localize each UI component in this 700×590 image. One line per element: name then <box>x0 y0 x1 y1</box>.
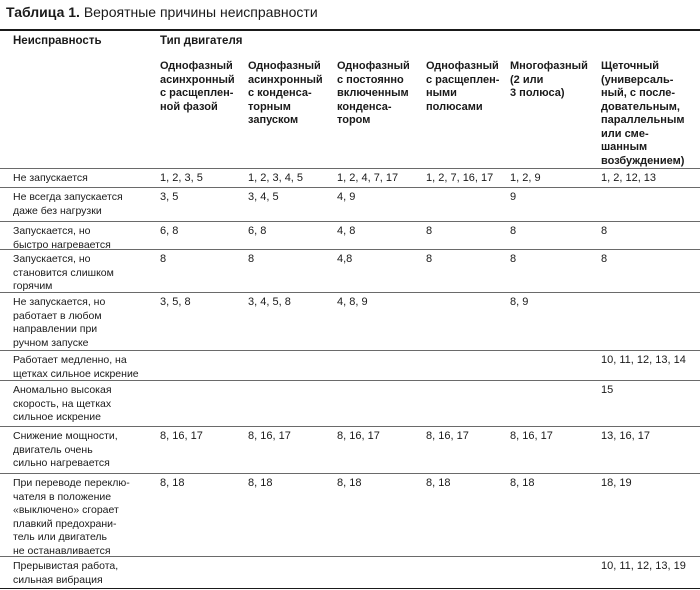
column-header-line: асинхронный <box>248 73 323 86</box>
column-header-line: с конденса- <box>248 87 312 99</box>
column-header-line: Однофазный <box>426 60 499 72</box>
fault-line: «выключено» сгорает <box>13 504 119 516</box>
fault-line: Работает медленно, на <box>13 354 127 366</box>
column-header-line: торным <box>248 100 291 113</box>
cause-codes-c2: 1, 2, 3, 4, 5 <box>248 172 304 184</box>
table-row <box>0 556 700 589</box>
column-header-c2 <box>248 60 323 128</box>
cause-codes-c2: 6, 8 <box>248 225 267 237</box>
fault-line: двигатель очень <box>13 443 93 456</box>
column-header-line: (универсаль- <box>601 73 674 86</box>
column-header-c1 <box>160 60 235 114</box>
fault-description <box>13 384 155 425</box>
table-row <box>0 292 700 351</box>
column-header-line: с расщеплен- <box>426 73 500 86</box>
fault-line: тель или двигатель <box>13 531 108 543</box>
cause-codes-c4: 8, 18 <box>426 477 451 489</box>
cause-codes-c2: 8, 18 <box>248 477 273 489</box>
engine-type-header: Тип двигателя <box>160 35 243 47</box>
column-header-line: Однофазный <box>337 60 410 72</box>
cause-codes-c2: 8, 16, 17 <box>248 430 291 442</box>
fault-line: не останавливается <box>13 544 111 557</box>
column-header-line: шанным <box>601 141 648 153</box>
fault-description <box>13 430 155 471</box>
cause-codes-c5: 9 <box>510 191 517 203</box>
fault-description <box>13 560 155 587</box>
fault-line: работает в любом <box>13 309 102 322</box>
column-header-line: с постоянно <box>337 73 404 86</box>
cause-codes-c6: 10, 11, 12, 13, 19 <box>601 560 686 572</box>
fault-line: Запускается, но <box>13 225 91 237</box>
cause-codes-c4: 1, 2, 7, 16, 17 <box>426 172 494 184</box>
table-bottom-rule <box>0 588 700 589</box>
column-header-line: с расщеплен- <box>160 87 234 99</box>
cause-codes-c6: 10, 11, 12, 13, 14 <box>601 354 686 366</box>
fault-line: направлении при <box>13 323 98 335</box>
fault-description <box>13 253 155 294</box>
cause-codes-c4: 8 <box>426 225 433 237</box>
column-header-line: Многофазный <box>510 60 588 72</box>
fault-line: плавкий предохрани- <box>13 517 117 530</box>
fault-line: скорость, на щетках <box>13 397 112 410</box>
fault-line: сильная вибрация <box>13 573 103 586</box>
table-top-rule <box>0 29 700 31</box>
column-header-line: Однофазный <box>160 60 233 72</box>
cause-codes-c6: 13, 16, 17 <box>601 430 650 442</box>
cause-codes-c5: 8, 18 <box>510 477 535 489</box>
table-caption <box>6 4 318 20</box>
table-row <box>0 221 700 250</box>
table-row <box>0 350 700 381</box>
cause-codes-c1: 8 <box>160 253 167 265</box>
cause-codes-c3: 1, 2, 4, 7, 17 <box>337 172 399 184</box>
cause-codes-c5: 8 <box>510 253 517 265</box>
cause-codes-c2: 3, 4, 5, 8 <box>248 296 291 308</box>
table-row <box>0 380 700 427</box>
cause-codes-c1: 3, 5 <box>160 191 179 203</box>
column-header-line: довательным, <box>601 100 680 113</box>
fault-column-header: Неисправность <box>13 35 102 47</box>
fault-line: При переводе переклю- <box>13 477 130 489</box>
cause-codes-c1: 3, 5, 8 <box>160 296 191 308</box>
cause-codes-c5: 8 <box>510 225 517 237</box>
fault-line: сильно нагревается <box>13 457 110 469</box>
cause-codes-c5: 8, 9 <box>510 296 529 308</box>
fault-line: чателя в положение <box>13 490 112 503</box>
fault-description <box>13 354 155 381</box>
fault-description <box>13 172 155 186</box>
fault-description <box>13 477 155 558</box>
fault-line: становится слишком <box>13 266 114 279</box>
cause-codes-c6: 1, 2, 12, 13 <box>601 172 657 184</box>
column-header-line: ный, с после- <box>601 87 676 99</box>
column-header-line: параллельным <box>601 114 685 126</box>
fault-line: ручном запуске <box>13 336 89 349</box>
column-header-line: конденса- <box>337 100 392 113</box>
table-number: Таблица 1. <box>6 4 80 20</box>
table-row <box>0 168 700 188</box>
cause-codes-c6: 15 <box>601 384 614 396</box>
column-header-line: или сме- <box>601 127 649 140</box>
fault-description <box>13 191 155 218</box>
cause-codes-c5: 1, 2, 9 <box>510 172 541 184</box>
table-row <box>0 426 700 474</box>
fault-line: Не запускается, но <box>13 296 106 308</box>
fault-line: щетках сильное искрение <box>13 367 139 380</box>
fault-line: даже без нагрузки <box>13 204 102 217</box>
fault-line: горячим <box>13 280 53 292</box>
fault-line: сильное искрение <box>13 411 101 423</box>
fault-line: Прерывистая работа, <box>13 560 119 572</box>
column-header-line: ными <box>426 87 457 99</box>
column-header-line: асинхронный <box>160 73 235 86</box>
table-row <box>0 187 700 222</box>
cause-codes-c3: 4, 8 <box>337 225 356 237</box>
fault-line: Не всегда запускается <box>13 191 123 203</box>
column-header-line: 3 полюса) <box>510 87 565 99</box>
column-header-line: полюсами <box>426 100 483 113</box>
table-row <box>0 473 700 557</box>
column-header-c3 <box>337 60 410 128</box>
fault-line: быстро нагревается <box>13 238 111 251</box>
column-header-line: возбуждением) <box>601 154 685 167</box>
column-header-c6 <box>601 60 684 168</box>
fault-line: Снижение мощности, <box>13 430 118 442</box>
fault-line: Аномально высокая <box>13 384 112 396</box>
fault-description <box>13 225 155 252</box>
column-header-line: Щеточный <box>601 60 660 72</box>
cause-codes-c6: 8 <box>601 253 608 265</box>
fault-line: Запускается, но <box>13 253 91 265</box>
cause-codes-c4: 8, 16, 17 <box>426 430 469 442</box>
cause-codes-c3: 4, 9 <box>337 191 356 203</box>
column-header-line: (2 или <box>510 73 544 86</box>
cause-codes-c1: 6, 8 <box>160 225 179 237</box>
column-header-line: Однофазный <box>248 60 321 72</box>
cause-codes-c3: 8, 16, 17 <box>337 430 380 442</box>
column-header-line: ной фазой <box>160 100 218 113</box>
cause-codes-c1: 8, 18 <box>160 477 185 489</box>
cause-codes-c2: 8 <box>248 253 255 265</box>
cause-codes-c6: 8 <box>601 225 608 237</box>
cause-codes-c5: 8, 16, 17 <box>510 430 553 442</box>
fault-line: Не запускается <box>13 172 88 184</box>
cause-codes-c4: 8 <box>426 253 433 265</box>
column-header-line: включенным <box>337 87 409 99</box>
column-header-c5 <box>510 60 588 101</box>
cause-codes-c3: 8, 18 <box>337 477 362 489</box>
column-header-c4 <box>426 60 499 114</box>
table-row <box>0 249 700 293</box>
cause-codes-c1: 1, 2, 3, 5 <box>160 172 203 184</box>
cause-codes-c6: 18, 19 <box>601 477 632 489</box>
column-header-line: тором <box>337 114 371 126</box>
cause-codes-c2: 3, 4, 5 <box>248 191 279 203</box>
column-header-line: запуском <box>248 114 299 126</box>
cause-codes-c3: 4,8 <box>337 253 353 265</box>
cause-codes-c1: 8, 16, 17 <box>160 430 203 442</box>
fault-description <box>13 296 155 350</box>
cause-codes-c3: 4, 8, 9 <box>337 296 368 308</box>
table-title: Вероятные причины неисправности <box>83 4 318 20</box>
